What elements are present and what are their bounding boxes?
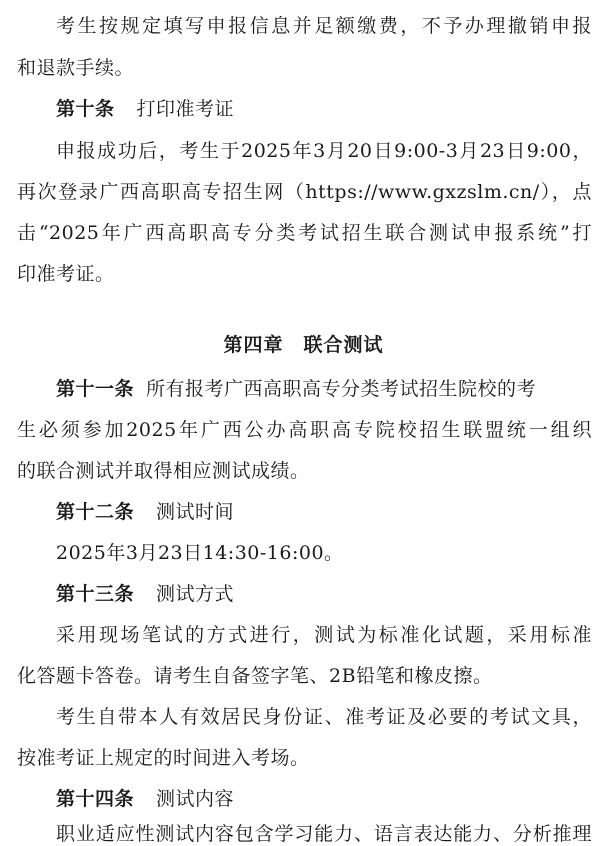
paragraph-line: 考生自带本人有效居民身份证、准考证及必要的考试文具， <box>56 706 592 728</box>
article-14-heading <box>56 787 592 811</box>
article-10-heading <box>56 97 592 121</box>
paragraph-line: 击“2025年广西高职高专分类考试招生联合测试申报系统”打 <box>17 222 592 244</box>
article-13-title: 第十三条 <box>56 583 135 605</box>
article-12-name: 测试时间 <box>156 501 235 523</box>
paragraph-line: 和退款手续。 <box>17 57 135 79</box>
article-11-title: 第十一条 <box>56 378 135 400</box>
paragraph-line: 采用现场笔试的方式进行，测试为标准化试题，采用标准 <box>56 624 592 646</box>
chapter-heading: 第四章 联合测试 <box>223 334 384 356</box>
paragraph-line: 化答题卡答卷。请考生自备签字笔、2B铅笔和橡皮擦。 <box>17 665 493 687</box>
paragraph-line: 印准考证。 <box>17 263 115 285</box>
article-11-text: 所有报考广西高职高专分类考试招生院校的考 <box>146 378 537 400</box>
article-12-heading <box>56 500 592 524</box>
paragraph-line: 的联合测试并取得相应测试成绩。 <box>17 460 310 482</box>
article-14-name: 测试内容 <box>156 788 235 810</box>
paragraph-line: 按准考证上规定的时间进入考场。 <box>17 747 310 769</box>
paragraph-line: 申报成功后，考生于2025年3月20日9:00-3月23日9:00， <box>56 140 592 162</box>
paragraph-line: 再次登录广西高职高专招生网（https://www.gxzslm.cn/），点 <box>17 181 592 203</box>
article-10-name: 打印准考证 <box>136 98 235 120</box>
article-11-line <box>56 377 592 401</box>
paragraph-line: 考生按规定填写申报信息并足额缴费，不予办理撤销申报 <box>56 15 592 37</box>
paragraph-line: 2025年3月23日14:30-16:00。 <box>56 542 344 564</box>
article-14-title: 第十四条 <box>56 788 135 810</box>
article-13-heading <box>56 582 592 606</box>
article-13-name: 测试方式 <box>156 583 235 605</box>
paragraph-line: 职业适应性测试内容包含学习能力、语言表达能力、分析推理 <box>56 823 592 845</box>
article-10-title: 第十条 <box>56 98 115 120</box>
article-12-title: 第十二条 <box>56 501 135 523</box>
paragraph-line: 生必须参加2025年广西公办高职高专院校招生联盟统一组织 <box>17 419 592 441</box>
